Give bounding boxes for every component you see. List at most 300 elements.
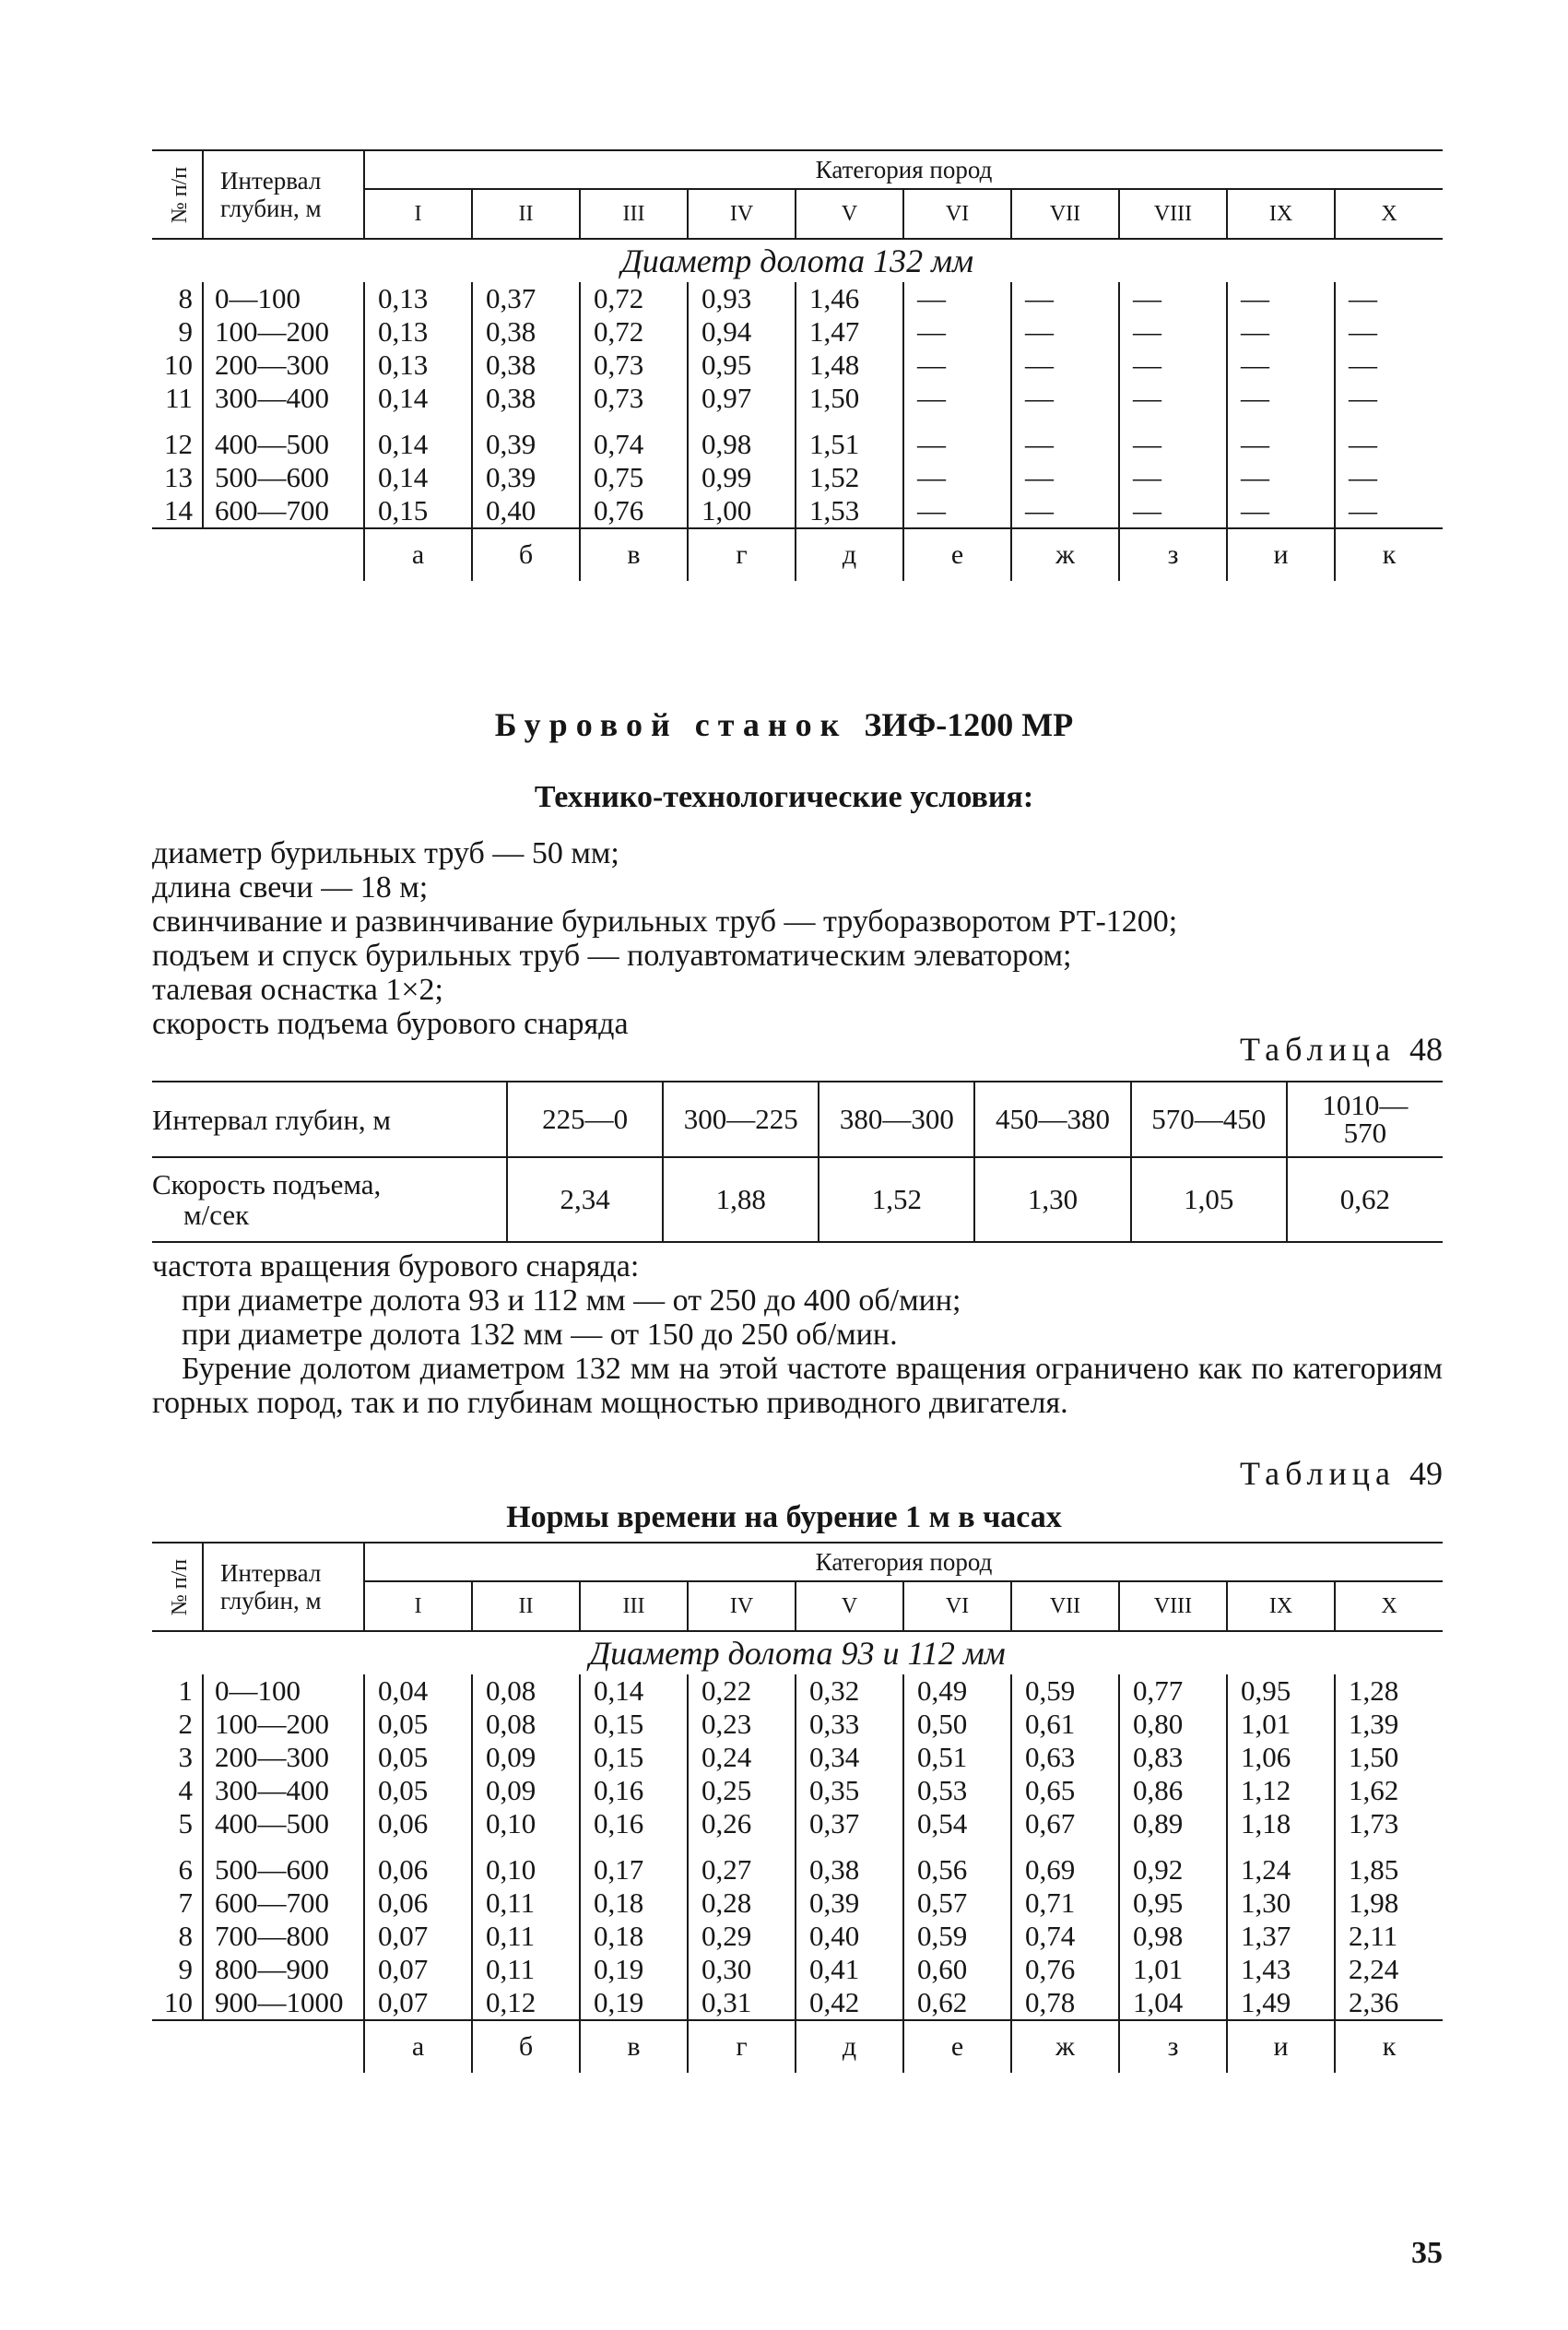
- norm-value: —: [1227, 461, 1335, 494]
- column-letter: а: [364, 528, 472, 581]
- norm-value: 1,48: [796, 349, 903, 382]
- norm-value: —: [1011, 315, 1119, 349]
- norm-value: 0,57: [903, 1886, 1011, 1920]
- category-1: I: [364, 1581, 472, 1631]
- norm-value: 0,12: [472, 1986, 580, 2020]
- row-number-header: [152, 150, 203, 239]
- norm-value: 0,95: [688, 349, 796, 382]
- category-2: II: [472, 1581, 580, 1631]
- row-number: 10: [152, 1986, 203, 2020]
- norm-value: 1,50: [1349, 1741, 1399, 1773]
- speed-row-label: [152, 1157, 507, 1242]
- norm-value: 1,62: [1349, 1774, 1399, 1806]
- norm-value: 0,76: [1011, 1953, 1119, 1986]
- table-row: [152, 1774, 1443, 1807]
- norm-value: —: [1227, 494, 1335, 528]
- norm-value: 0,05: [364, 1774, 472, 1807]
- row-number: 9: [152, 315, 203, 349]
- row-number: 11: [152, 382, 203, 415]
- depth-interval: 300—400: [203, 382, 364, 415]
- table-row: [152, 282, 1443, 315]
- row-number-header: [152, 1543, 203, 1631]
- table-row: [152, 1886, 1443, 1920]
- norm-value: 0,54: [903, 1807, 1011, 1840]
- norm-value: 0,26: [688, 1807, 796, 1840]
- norm-value: 0,31: [688, 1986, 796, 2020]
- norm-value: —: [1119, 282, 1227, 315]
- depth-interval: 900—1000: [203, 1986, 364, 2020]
- interval-cell: 225—0: [507, 1082, 663, 1157]
- norm-value: 0,98: [688, 415, 796, 461]
- row-number-header-text: № п/п: [168, 166, 193, 223]
- column-letter: е: [903, 528, 1011, 581]
- norm-value: 0,41: [796, 1953, 903, 1986]
- norm-value: 0,39: [472, 461, 580, 494]
- table-row: [152, 1708, 1443, 1741]
- column-letter: и: [1227, 528, 1335, 581]
- speed-cell: 1,88: [663, 1157, 819, 1242]
- norm-value: 0,69: [1011, 1840, 1119, 1886]
- norm-value: —: [903, 282, 1011, 315]
- row-number: 4: [152, 1774, 203, 1807]
- norm-value: —: [1349, 315, 1377, 348]
- norm-value: —: [1349, 282, 1377, 314]
- norm-value: 1,43: [1227, 1953, 1335, 1986]
- table-row: [152, 1840, 1443, 1886]
- norm-value: —: [1011, 349, 1119, 382]
- category-7: VII: [1011, 1581, 1119, 1631]
- diameter-label: Диаметр долота 132 мм: [152, 239, 1443, 282]
- column-letters-row: [152, 2020, 1443, 2073]
- norm-value: 1,46: [796, 282, 903, 315]
- norm-value: 0,13: [364, 349, 472, 382]
- norm-value: —: [1011, 382, 1119, 415]
- row-number: 9: [152, 1953, 203, 1986]
- table-row: [152, 1920, 1443, 1953]
- page-number: 35: [1411, 2236, 1443, 2270]
- norm-value: 0,75: [580, 461, 688, 494]
- norm-value: —: [1349, 349, 1377, 381]
- table-row: [152, 349, 1443, 382]
- column-letter: к: [1335, 2020, 1443, 2073]
- row-number: 2: [152, 1708, 203, 1741]
- table-49-title: Нормы времени на бурение 1 м в часах: [506, 1500, 1062, 1534]
- norm-value: 0,39: [472, 415, 580, 461]
- row-number-header-text: № п/п: [168, 1558, 193, 1615]
- norm-value: 0,18: [580, 1886, 688, 1920]
- norm-value: —: [903, 461, 1011, 494]
- norm-value: 1,52: [796, 461, 903, 494]
- norm-value: 0,40: [472, 494, 580, 528]
- caption-word: Таблица: [1240, 1031, 1396, 1068]
- category-8: VIII: [1119, 189, 1227, 239]
- norm-value: 0,06: [364, 1807, 472, 1840]
- column-letter: г: [688, 528, 796, 581]
- norm-value: —: [1011, 415, 1119, 461]
- condition-line: талевая оснастка 1×2;: [152, 973, 443, 1007]
- depth-interval: 100—200: [203, 315, 364, 349]
- drilling-norms-table-93-112mm: [152, 1542, 1443, 2073]
- norm-value: 0,62: [903, 1986, 1011, 2020]
- norm-value: 0,14: [580, 1674, 688, 1708]
- norm-value: 0,14: [364, 461, 472, 494]
- diameter-label: Диаметр долота 93 и 112 мм: [152, 1631, 1443, 1674]
- norm-value: 0,98: [1119, 1920, 1227, 1953]
- norm-value: —: [1227, 382, 1335, 415]
- norm-value: 0,05: [364, 1708, 472, 1741]
- norm-value: 0,18: [580, 1920, 688, 1953]
- norm-value: 0,11: [472, 1886, 580, 1920]
- rotation-line: при диаметре долота 93 и 112 мм — от 250 до 400 об/мин;: [182, 1283, 961, 1318]
- conditions-list: [152, 836, 1443, 1041]
- category-3: III: [580, 1581, 688, 1631]
- norm-value: 0,15: [580, 1741, 688, 1774]
- speed-label-line1: Скорость подъема,: [152, 1168, 382, 1200]
- norm-value: —: [1119, 494, 1227, 528]
- condition-line: длина свечи — 18 м;: [152, 870, 429, 905]
- interval-cell: 450—380: [974, 1082, 1130, 1157]
- norm-value: —: [1119, 382, 1227, 415]
- norm-value: 0,07: [364, 1920, 472, 1953]
- column-letter: г: [688, 2020, 796, 2073]
- column-letter: и: [1227, 2020, 1335, 2073]
- norm-value: 0,78: [1011, 1986, 1119, 2020]
- rotation-text: [152, 1249, 1443, 1420]
- category-9: IX: [1227, 189, 1335, 239]
- norm-value: 1,51: [796, 415, 903, 461]
- norm-value: 1,53: [796, 494, 903, 528]
- norm-value: —: [1349, 382, 1377, 414]
- table-row: [152, 382, 1443, 415]
- norm-value: 0,19: [580, 1953, 688, 1986]
- row-number: 1: [152, 1674, 203, 1708]
- speed-cell: 2,34: [507, 1157, 663, 1242]
- speed-cell: 1,52: [819, 1157, 974, 1242]
- norm-value: —: [1011, 494, 1119, 528]
- interval-cell: 570—450: [1131, 1082, 1287, 1157]
- depth-interval: 600—700: [203, 1886, 364, 1920]
- norm-value: 0,33: [796, 1708, 903, 1741]
- interval-cell-bottom: 570: [1343, 1117, 1387, 1149]
- norm-value: 0,76: [580, 494, 688, 528]
- section-title: [0, 705, 1568, 744]
- norm-value: 0,38: [796, 1840, 903, 1886]
- norm-value: 0,49: [903, 1674, 1011, 1708]
- section-title-model: ЗИФ-1200 МР: [864, 706, 1074, 743]
- category-8: VIII: [1119, 1581, 1227, 1631]
- interval-cell: 380—300: [819, 1082, 974, 1157]
- norm-value: 0,72: [580, 315, 688, 349]
- norm-value: 0,29: [688, 1920, 796, 1953]
- letters-spacer: [152, 528, 364, 581]
- norm-value: 1,24: [1227, 1840, 1335, 1886]
- depth-interval: 200—300: [203, 1741, 364, 1774]
- norm-value: 2,24: [1349, 1953, 1399, 1985]
- row-number: 7: [152, 1886, 203, 1920]
- norm-value: —: [1349, 428, 1377, 460]
- norm-value: 0,74: [1011, 1920, 1119, 1953]
- category-1: I: [364, 189, 472, 239]
- depth-interval: 200—300: [203, 349, 364, 382]
- norm-value: 0,92: [1119, 1840, 1227, 1886]
- depth-interval: 300—400: [203, 1774, 364, 1807]
- speed-label-line2: м/сек: [183, 1199, 250, 1231]
- norm-value: 0,63: [1011, 1741, 1119, 1774]
- norm-value: 0,25: [688, 1774, 796, 1807]
- row-number: 14: [152, 494, 203, 528]
- norm-value: 0,06: [364, 1886, 472, 1920]
- category-3: III: [580, 189, 688, 239]
- table-row: [152, 415, 1443, 461]
- speed-cell: 1,05: [1131, 1157, 1287, 1242]
- norm-value: 0,37: [796, 1807, 903, 1840]
- caption-number: 49: [1409, 1455, 1443, 1492]
- table-row: [152, 1741, 1443, 1774]
- norm-value: 1,73: [1349, 1807, 1399, 1839]
- norm-value: —: [1119, 315, 1227, 349]
- table-row: [152, 1953, 1443, 1986]
- norm-value: —: [1011, 282, 1119, 315]
- rotation-line: при диаметре долота 132 мм — от 150 до 250 об/мин.: [182, 1318, 898, 1352]
- norm-value: 0,22: [688, 1674, 796, 1708]
- norm-value: 1,47: [796, 315, 903, 349]
- table-row: [152, 461, 1443, 494]
- column-letters-row: [152, 528, 1443, 581]
- norm-value: —: [1119, 349, 1227, 382]
- norm-value: 0,23: [688, 1708, 796, 1741]
- norm-value: 0,15: [364, 494, 472, 528]
- rotation-note: Бурение долотом диаметром 132 мм на этой частоте вращения ограничено как по категориям горных пород, так и по глубинам мощностью приводного двигателя.: [152, 1352, 1443, 1420]
- norm-value: 0,71: [1011, 1886, 1119, 1920]
- norm-value: 0,42: [796, 1986, 903, 2020]
- norm-value: 0,73: [580, 349, 688, 382]
- row-number: 5: [152, 1807, 203, 1840]
- depth-interval: 400—500: [203, 415, 364, 461]
- norm-value: 0,08: [472, 1708, 580, 1741]
- norm-value: 0,73: [580, 382, 688, 415]
- norm-value: 0,05: [364, 1741, 472, 1774]
- depth-interval: 100—200: [203, 1708, 364, 1741]
- rotation-intro: частота вращения бурового снаряда:: [152, 1249, 640, 1283]
- depth-interval: 0—100: [203, 1674, 364, 1708]
- section-subtitle: Технико-технологические условия:: [534, 780, 1034, 814]
- diameter-row: [152, 239, 1443, 282]
- norm-value: 1,00: [688, 494, 796, 528]
- letters-spacer: [152, 2020, 364, 2073]
- norm-value: 0,28: [688, 1886, 796, 1920]
- category-header: Категория пород: [815, 155, 993, 183]
- norm-value: 1,01: [1119, 1953, 1227, 1986]
- norm-value: —: [1227, 315, 1335, 349]
- column-letter: в: [580, 2020, 688, 2073]
- column-letter: ж: [1011, 2020, 1119, 2073]
- norm-value: 1,50: [796, 382, 903, 415]
- norm-value: 1,04: [1119, 1986, 1227, 2020]
- table-row: [152, 315, 1443, 349]
- norm-value: 0,95: [1227, 1674, 1335, 1708]
- norm-value: 0,16: [580, 1807, 688, 1840]
- header-row: [152, 150, 1443, 189]
- drilling-norms-table-132mm: [152, 149, 1443, 581]
- norm-value: 1,01: [1227, 1708, 1335, 1741]
- depth-interval: 400—500: [203, 1807, 364, 1840]
- norm-value: 0,37: [472, 282, 580, 315]
- category-9: IX: [1227, 1581, 1335, 1631]
- norm-value: 0,07: [364, 1986, 472, 2020]
- norm-value: —: [903, 382, 1011, 415]
- speed-row: [152, 1157, 1443, 1242]
- norm-value: —: [903, 415, 1011, 461]
- norm-value: 0,09: [472, 1741, 580, 1774]
- condition-line: скорость подъема бурового снаряда: [152, 1007, 629, 1041]
- norm-value: 0,34: [796, 1741, 903, 1774]
- interval-header: Интервал глубин, м: [203, 150, 364, 239]
- norm-value: 0,60: [903, 1953, 1011, 1986]
- norm-value: 0,13: [364, 315, 472, 349]
- norm-value: 1,18: [1227, 1807, 1335, 1840]
- depth-interval: 500—600: [203, 1840, 364, 1886]
- row-number: 12: [152, 415, 203, 461]
- category-2: II: [472, 189, 580, 239]
- norm-value: 0,83: [1119, 1741, 1227, 1774]
- header-row: [152, 1543, 1443, 1581]
- norm-value: —: [1011, 461, 1119, 494]
- category-5: V: [796, 189, 903, 239]
- row-number: 8: [152, 282, 203, 315]
- section-title-text: Буровой станок: [494, 706, 848, 743]
- row-number: 6: [152, 1840, 203, 1886]
- norm-value: 1,98: [1349, 1886, 1399, 1919]
- norm-value: 0,38: [472, 382, 580, 415]
- category-10: X: [1335, 189, 1443, 239]
- column-letter: з: [1119, 2020, 1227, 2073]
- interval-cell-last: [1287, 1082, 1443, 1157]
- depth-interval: 500—600: [203, 461, 364, 494]
- norm-value: 0,10: [472, 1807, 580, 1840]
- norm-value: —: [1119, 415, 1227, 461]
- norm-value: 0,38: [472, 315, 580, 349]
- column-letter: к: [1335, 528, 1443, 581]
- norm-value: 0,09: [472, 1774, 580, 1807]
- category-5: V: [796, 1581, 903, 1631]
- column-letter: в: [580, 528, 688, 581]
- norm-value: —: [903, 315, 1011, 349]
- row-number: 3: [152, 1741, 203, 1774]
- norm-value: —: [1227, 282, 1335, 315]
- norm-value: 0,15: [580, 1708, 688, 1741]
- interval-header: Интервал глубин, м: [203, 1543, 364, 1631]
- depth-interval: 800—900: [203, 1953, 364, 1986]
- condition-line: диаметр бурильных труб — 50 мм;: [152, 836, 619, 870]
- speed-cell: 1,30: [974, 1157, 1130, 1242]
- norm-value: 0,10: [472, 1840, 580, 1886]
- norm-value: 0,74: [580, 415, 688, 461]
- norm-value: —: [1227, 415, 1335, 461]
- column-letter: а: [364, 2020, 472, 2073]
- caption-word: Таблица: [1240, 1455, 1396, 1492]
- norm-value: 1,37: [1227, 1920, 1335, 1953]
- norm-value: 1,39: [1349, 1708, 1399, 1740]
- table-row: [152, 1986, 1443, 2020]
- norm-value: 0,77: [1119, 1674, 1227, 1708]
- row-number: 10: [152, 349, 203, 382]
- norm-value: 0,27: [688, 1840, 796, 1886]
- column-letter: б: [472, 2020, 580, 2073]
- norm-value: 0,11: [472, 1953, 580, 1986]
- depth-interval: 700—800: [203, 1920, 364, 1953]
- norm-value: 0,06: [364, 1840, 472, 1886]
- norm-value: 0,38: [472, 349, 580, 382]
- category-6: VI: [903, 189, 1011, 239]
- norm-value: 0,67: [1011, 1807, 1119, 1840]
- norm-value: 0,99: [688, 461, 796, 494]
- norm-value: 0,32: [796, 1674, 903, 1708]
- norm-value: 1,85: [1349, 1853, 1399, 1886]
- norm-value: 1,12: [1227, 1774, 1335, 1807]
- column-letter: е: [903, 2020, 1011, 2073]
- norm-value: 0,19: [580, 1986, 688, 2020]
- norm-value: 1,49: [1227, 1986, 1335, 2020]
- norm-value: 0,61: [1011, 1708, 1119, 1741]
- table-row: [152, 494, 1443, 528]
- norm-value: 0,95: [1119, 1886, 1227, 1920]
- norm-value: 0,14: [364, 415, 472, 461]
- norm-value: 2,36: [1349, 1986, 1399, 2018]
- caption-number: 48: [1409, 1031, 1443, 1068]
- norm-value: —: [903, 494, 1011, 528]
- lift-speed-table: [152, 1081, 1443, 1243]
- interval-row-label: Интервал глубин, м: [152, 1082, 507, 1157]
- column-letter: д: [796, 2020, 903, 2073]
- interval-cell-top: 1010—: [1322, 1089, 1409, 1121]
- norm-value: 0,11: [472, 1920, 580, 1953]
- norm-value: 0,13: [364, 282, 472, 315]
- norm-value: —: [1227, 349, 1335, 382]
- norm-value: 0,04: [364, 1674, 472, 1708]
- norm-value: 0,59: [1011, 1674, 1119, 1708]
- norm-value: —: [903, 349, 1011, 382]
- table-49-caption: [1240, 1454, 1443, 1493]
- norm-value: 0,65: [1011, 1774, 1119, 1807]
- table-row: [152, 1807, 1443, 1840]
- norm-value: 0,80: [1119, 1708, 1227, 1741]
- norm-value: 0,59: [903, 1920, 1011, 1953]
- interval-row: [152, 1082, 1443, 1157]
- column-letter: з: [1119, 528, 1227, 581]
- norm-value: 0,93: [688, 282, 796, 315]
- norm-value: 0,16: [580, 1774, 688, 1807]
- norm-value: 0,56: [903, 1840, 1011, 1886]
- norm-value: 1,30: [1227, 1886, 1335, 1920]
- table-48-caption: [1240, 1030, 1443, 1069]
- norm-value: 0,35: [796, 1774, 903, 1807]
- norm-value: —: [1349, 461, 1377, 493]
- depth-interval: 600—700: [203, 494, 364, 528]
- norm-value: 0,97: [688, 382, 796, 415]
- norm-value: 0,07: [364, 1953, 472, 1986]
- norm-value: 0,89: [1119, 1807, 1227, 1840]
- category-7: VII: [1011, 189, 1119, 239]
- norm-value: —: [1119, 461, 1227, 494]
- norm-value: 0,94: [688, 315, 796, 349]
- norm-value: 0,51: [903, 1741, 1011, 1774]
- category-4: IV: [688, 189, 796, 239]
- norm-value: 0,24: [688, 1741, 796, 1774]
- depth-interval: 0—100: [203, 282, 364, 315]
- norm-value: 2,11: [1349, 1920, 1398, 1952]
- norm-value: 0,08: [472, 1674, 580, 1708]
- column-letter: ж: [1011, 528, 1119, 581]
